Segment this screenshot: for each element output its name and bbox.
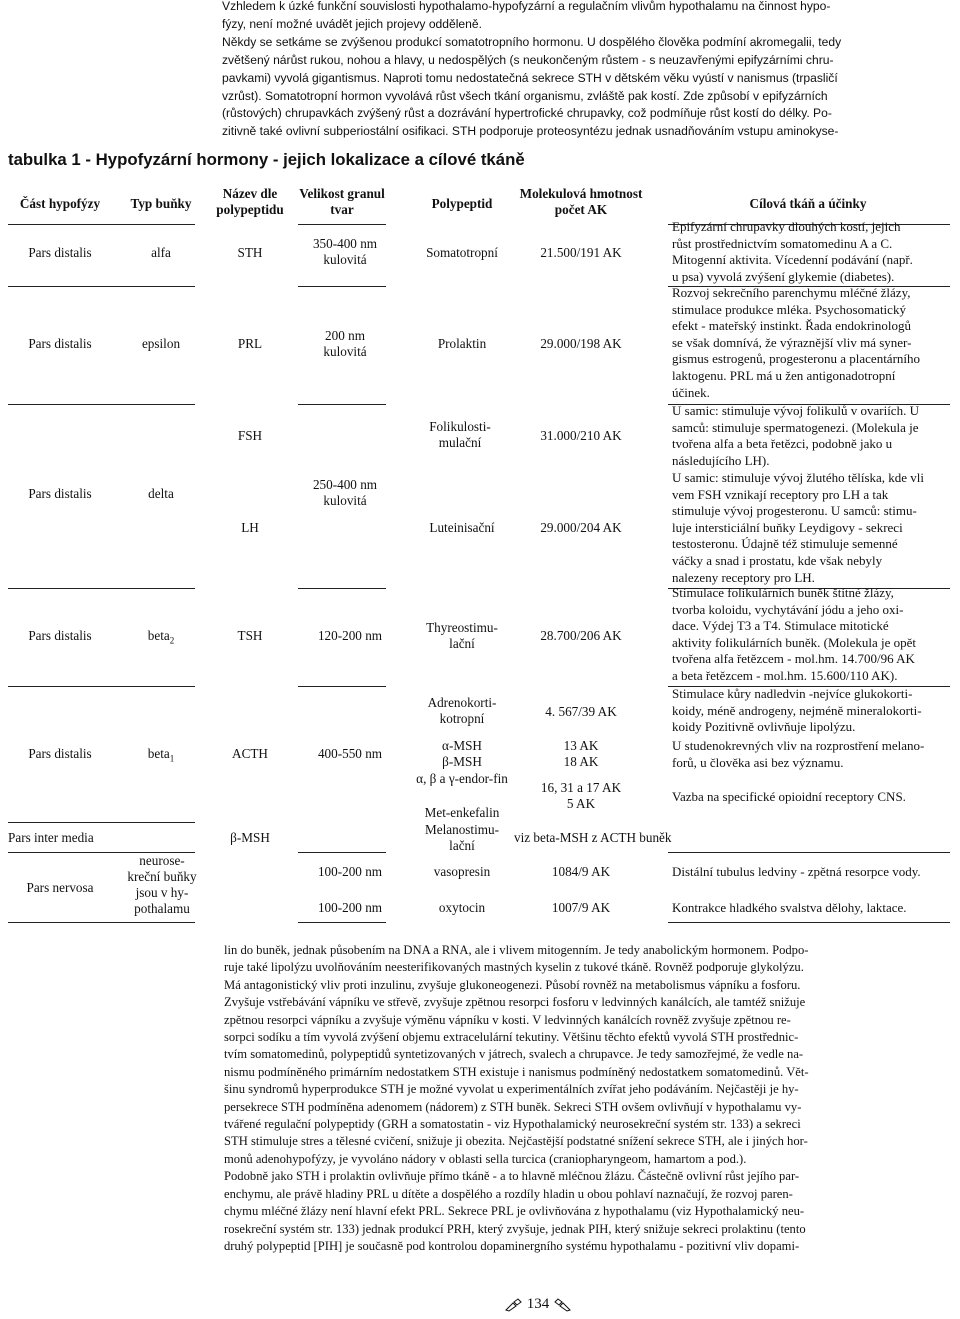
cell-type: neurose-kreční buňky jsou v hy-pothalamu (127, 853, 197, 916)
cell-note: viz beta-MSH z ACTH buněk (514, 830, 672, 845)
cell-polypeptide: Somatotropní (426, 245, 498, 260)
cell-mass-acth: 4. 567/39 AK (545, 704, 617, 719)
header-granules: Velikost granul tvar (299, 186, 385, 217)
cell-part: Pars distalis (28, 628, 92, 643)
cell-mass-enkefalin: 5 AK (566, 796, 596, 811)
target-line: následujícího LH). (672, 452, 770, 468)
text-line: monů adenohypofýzy, je vyvoláno nádory v oblasti sella turcica (craniopharyngeom, hamartom a pod.). (224, 1151, 747, 1166)
text-line: chymu mléčné žlázy není hlavní efekt PRL. Sekrece PRL je ovlivňována z hypothalamu (viz Hypothalamický neu- (224, 1204, 805, 1219)
cell-mass-lh: 29.000/204 AK (540, 520, 622, 535)
cell-mass-fsh: 31.000/210 AK (540, 428, 622, 443)
target-line: Stimulace kůry nadledvin -nejvíce glukokorti- (672, 686, 913, 701)
cell-polypeptide-amsh: α-MSH (442, 738, 482, 753)
table-caption: tabulka 1 - Hypofyzární hormony - jejich lokalizace a cílové tkáně (8, 150, 525, 169)
target-line: růst prostřednictvím somatomedinu A a C. (672, 235, 893, 251)
rule-line (668, 922, 950, 923)
target-line: U samic: stimuluje vývoj folikulů v ovariích. U (672, 403, 919, 418)
header-name: Název dle polypeptidu (216, 186, 284, 217)
text-line: persekrece STH podmíněna adenomem (nádorem) z STH buněk. Sekreci STH ovšem ovlivňují v hypothalamu vy- (224, 1099, 802, 1114)
text-line: Vzhledem k úzké funkční souvislosti hypothalamo-hypofyzární a regulačním vlivům hypothalamu na činnost hypo- (222, 0, 831, 13)
target-line: Mitogenní aktivita. Vícedenní podávání (např. (672, 252, 913, 268)
cell-mass: 21.500/191 AK (540, 245, 622, 260)
header-polypeptide: Polypeptid (431, 196, 493, 211)
target-line: dace. Výdej T3 a T4. Stimulace mitotické (672, 618, 889, 634)
text-line: Zvyšuje vstřebávání vápníku ve střevě, zvyšuje zpětnou resorpci fosforu v ledvinných kanálcích, ale tamtéž snižuje (224, 995, 806, 1010)
rule-line (8, 588, 195, 589)
cell-name: β-MSH (230, 830, 270, 845)
target-line: účinek. (672, 384, 710, 400)
rule-line (8, 686, 195, 687)
cell-mass-amsh: 13 AK (563, 738, 599, 753)
target-line: gismus estrogenů, progesteronu a placentárního (672, 351, 921, 367)
rule-line (8, 224, 195, 225)
cell-name: STH (237, 245, 263, 260)
cell-name: ACTH (232, 746, 268, 761)
text-line: STH stimuluje stres a tělesné cvičení, snižuje ji obezita. Nejčastější podstatné snížení sekrece STH, ale i jiných hor- (224, 1134, 808, 1149)
cell-type (116, 746, 206, 767)
cell-granules: 100-200 nm (317, 900, 383, 915)
bottom-paragraph (224, 942, 898, 1255)
cell-mass-bmsh: 18 AK (563, 754, 599, 769)
target-line: Distální tubulus ledviny - zpětná resorpce vody. (672, 864, 921, 879)
cell-target-acth (672, 686, 948, 736)
cell-polypeptide: vasopresin (433, 864, 491, 879)
text-line: ruje také lipolýzu uvolňováním neesterifikovaných mastných kyselin z tukové tkáně. Rovněž podporuje glykolýzu. (224, 960, 804, 975)
target-line: tvorba koloidu, vychytávání jódu a jeho oxi- (672, 601, 904, 617)
rule-line (8, 404, 195, 405)
target-line: aktivity folikulárních buněk. (Molekula je opět (672, 634, 917, 650)
cell-granules: 250-400 nm kulovitá (312, 477, 378, 509)
cell-polypeptide: Thyreostimu-lační (426, 620, 498, 652)
rule-line (298, 922, 386, 923)
target-line: luje intersticiální buňky Leydigovy - sekreci (672, 519, 903, 535)
cell-type-text: beta (147, 628, 170, 643)
header-target: Cílová tkáň a účinky (749, 196, 867, 211)
text-line: zpětnou resorpci vápníku a zvyšuje výměnu vápníku v kosti. V ledvinných kanálcích rovněž zvyšuje zpětnou re- (224, 1012, 791, 1027)
target-line: laktogenu. PRL má u žen antigonadotropní (672, 367, 896, 383)
cell-granules: 400-550 nm (317, 746, 383, 761)
target-line: forů, u člověka asi bez významu. (672, 754, 844, 770)
cell-polypeptide: Prolaktin (437, 336, 487, 351)
cell-target-lh (672, 470, 948, 586)
target-line: váčky a snad i prostatu, kde však nebyly (672, 552, 883, 568)
text-line: fýzy, není možné uvádět jejich projevy odděleně. (222, 16, 482, 31)
text-line: tvím somatomedinů, polypeptidů syntetizovaných v játrech, svalech a chrupavce. Je tedy samozřejmé, že vedle na- (224, 1047, 804, 1062)
cell-granules: 350-400 nm kulovitá (312, 236, 378, 268)
cell-name-fsh: FSH (237, 428, 263, 443)
target-line: koidy Pozitivně ovlivňuje lipolýzu. (672, 719, 856, 735)
text-line: šinu syndromů hyperprodukce STH je možné vyvolat u experimentálních zvířat jeho podáváním. Nejčastěji je hy- (224, 1082, 799, 1097)
cell-granules: 200 nm kulovitá (323, 328, 367, 360)
text-line: Podobně jako STH i prolaktin ovlivňuje přímo tkáně - a to hlavně mléčnou žlázu. Částečně ovlivní růst jejího par- (224, 1169, 800, 1184)
target-line: efekt - mateřský instinkt. Řada endokrinologů (672, 318, 912, 334)
target-line: U samic: stimuluje vývoj žlutého tělíska, kde vli (672, 470, 925, 485)
cell-mass: 29.000/198 AK (540, 336, 622, 351)
text-line: Někdy se setkáme se zvýšenou produkcí somatotropního hormonu. U dospělého člověka podmíní akromegalii, tedy (222, 34, 842, 49)
writing-hand-icon (505, 1298, 523, 1312)
cell-target (672, 285, 948, 401)
cell-part: Pars distalis (28, 486, 92, 501)
cell-type: alfa (151, 245, 171, 260)
cell-name: TSH (237, 628, 263, 643)
cell-target-endorfin (672, 789, 948, 806)
cell-type-text: beta (147, 746, 170, 761)
target-line: koidy, méně androgeny, nejméně mineralokorti- (672, 702, 922, 718)
cell-polypeptide-fsh: Folikulosti-mulační (429, 419, 491, 451)
cell-target (672, 864, 950, 881)
cell-polypeptide: Melanostimu-lační (425, 822, 499, 854)
cell-polypeptide-bmsh: β-MSH (442, 754, 482, 769)
cell-granules: 120-200 nm (317, 628, 383, 643)
cell-name: PRL (237, 336, 263, 351)
rule-line (8, 822, 195, 823)
cell-type: delta (148, 486, 174, 501)
target-line: vem FSH vznikají receptory pro LH a tak (672, 486, 889, 502)
target-line: se však domnívá, že výraznější vliv má syner- (672, 334, 912, 350)
rule-line (8, 922, 195, 923)
rule-line (298, 852, 386, 853)
cell-mass: 1084/9 AK (551, 864, 611, 879)
text-line: rosekreční systém str. 133) jednak produkcí PRH, který zvyšuje, jednak PIH, který snižuje sekreci prolaktinu (tento (224, 1221, 806, 1236)
header-mass: Molekulová hmotnost počet AK (519, 186, 643, 217)
text-line: enchymu, ale právě hladiny PRL u dítěte a dospělého a rozdíly hladin u obou pohlaví naznačují, že rozvoj paren- (224, 1186, 793, 1201)
writing-hand-icon (553, 1298, 571, 1312)
cell-type: epsilon (141, 336, 181, 351)
rule-line (298, 588, 386, 589)
text-line: vzrůst). Somatotropní hormon vyvolává růst všech tkání organismu, zvláště pak kostí. Zde způsobí v epifyzárních (222, 88, 828, 103)
cell-mass-endorfin: 16, 31 a 17 AK (540, 780, 622, 795)
cell-part: Pars nervosa (26, 880, 94, 895)
cell-mass: 1007/9 AK (551, 900, 611, 915)
text-line: zvětšený nárůst rukou, nohou a hlavy, u nedospělých (s neukončeným růstem - s neuzavřenými epifyzárními chru- (222, 52, 834, 67)
cell-polypeptide-lh: Luteinisační (429, 520, 495, 535)
target-line: U studenokrevných vliv na rozprostření melano- (672, 738, 925, 753)
cell-part: Pars distalis (28, 746, 92, 761)
page-number: 134 (526, 1296, 550, 1312)
text-line: Má antagonistický vliv proti inzulinu, zvyšuje glukoneogenezi. Působí rovněž na metabolismus vápníku a fosforu. (224, 977, 801, 992)
cell-target-msh (672, 738, 948, 771)
target-line: u psa) vyvolá zvýšení glykemie (diabetes). (672, 268, 895, 284)
cell-polypeptide-enkefalin: Met-enkefalin (424, 805, 500, 820)
cell-name-lh: LH (241, 520, 259, 535)
text-line: pavkami) vyvolá gigantismus. Naproti tomu nedostatečná sekrece STH v dětském věku vyústí v nanismus (trpasličí (222, 70, 838, 85)
text-line: zitivně také ovlivní subperiostální osifikaci. STH podporuje proteosyntézu jednak usnadňováním vstupu aminokyse- (222, 124, 839, 139)
cell-part: Pars distalis (28, 336, 92, 351)
cell-type-sub: 1 (169, 753, 175, 764)
target-line: testosteronu. Údajně též stimuluje semenné (672, 536, 898, 552)
text-line: tvářené regulační polypeptidy (GRH a somatostatin - viz Hypothalamický neurosekreční systém str. 133) a sekreci (224, 1117, 801, 1132)
cell-polypeptide: oxytocin (438, 900, 486, 915)
cell-target (672, 585, 948, 685)
rule-line (298, 404, 386, 405)
rule-line (8, 286, 195, 287)
target-line: Epifyzární chrupavky dlouhých kostí, jejich (672, 219, 901, 234)
cell-mass: 28.700/206 AK (540, 628, 622, 643)
target-line: tvořena alfa a beta řetězci, podobně jako u (672, 436, 893, 452)
target-line: stimulace produkce mléka. Psychosomatický (672, 301, 906, 317)
cell-target (672, 900, 950, 917)
target-line: Rozvoj sekrečního parenchymu mléčné žlázy, (672, 285, 911, 300)
text-line: nismu podmíněného primárním nedostatkem STH existuje i nanismus podmíněný nedostatkem somatomedinů. Vět- (224, 1064, 809, 1079)
cell-target-fsh (672, 403, 948, 469)
rule-line (298, 224, 386, 225)
text-line: lin do buněk, jednak působením na DNA a RNA, ale i vlivem mitogenním. Je tedy anabolickým hormonem. Podpo- (224, 943, 809, 957)
target-line: nalezeny receptory pro LH. (672, 569, 815, 585)
cell-polypeptide-acth: Adrenokorti-kotropní (427, 695, 497, 727)
rule-line (298, 286, 386, 287)
cell-granules: 100-200 nm (317, 864, 383, 879)
target-line: a beta řetězcem - mol.hm. 15.600/110 AK). (672, 667, 898, 683)
cell-type-sub: 2 (169, 635, 175, 646)
target-line: samců: stimuluje spermatogenezi. (Molekula je (672, 419, 919, 435)
target-line: Kontrakce hladkého svalstva dělohy, laktace. (672, 900, 907, 915)
cell-polypeptide-endorfin: α, β a γ-endor-fin (416, 771, 508, 786)
text-line: sorpci sodíku a tím vyvolá zvýšení objemu extracelulární tekutiny. Většinu těchto efektů vyvolá STH prostřednic- (224, 1030, 799, 1045)
page-footer (505, 1296, 571, 1313)
target-line: Vazba na specifické opioidní receptory CNS. (672, 789, 906, 804)
cell-part: Pars distalis (28, 245, 92, 260)
target-line: stimuluje vývoj progesteronu. U samců: stimu- (672, 503, 917, 519)
rule-line (298, 686, 386, 687)
text-line: (růstových) chrupavkách zvýšený růst a dozrávání hypertrofické chrupavky, což podmíňuje růst kostí do délky. Po- (222, 106, 832, 121)
cell-type (116, 628, 206, 649)
text-line: druhý polypeptid [PIH] je současně pod kontrolou dopaminergního systému hypothalamu - pozitivní vliv dopami- (224, 1238, 800, 1253)
cell-part: Pars inter media (8, 830, 94, 845)
rule-line (668, 852, 950, 853)
header-cell-type: Typ buňky (130, 196, 192, 211)
cell-target (672, 219, 948, 285)
target-line: tvořena alfa řetězcem - mol.hm. 14.700/96 AK (672, 651, 915, 667)
header-part: Část hypofýzy (19, 196, 101, 211)
target-line: Stimulace folikulárních buněk štítné žlázy, (672, 585, 894, 600)
